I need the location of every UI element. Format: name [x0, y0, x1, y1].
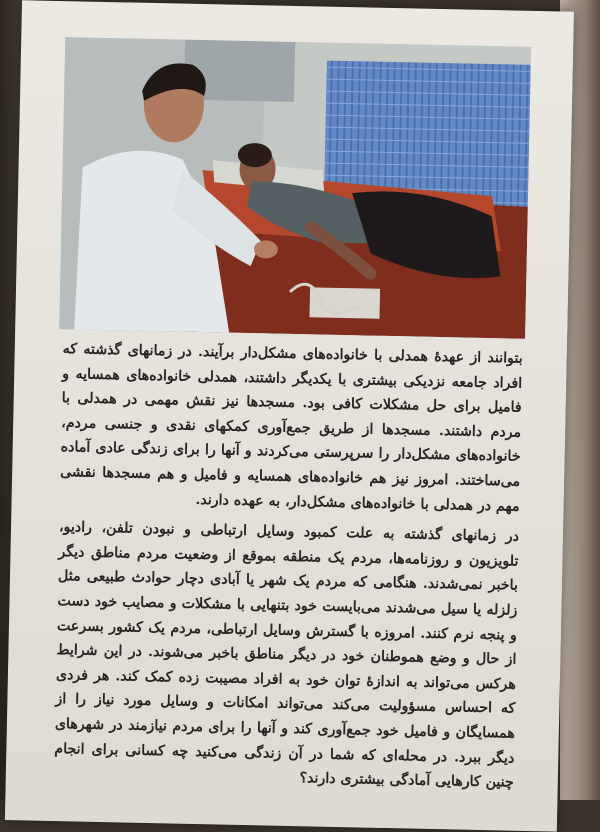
- article-text: [53, 337, 522, 801]
- photo-illustration: [59, 37, 531, 339]
- doctor-examining-patient-photo: [59, 37, 531, 339]
- paragraph-empathy: بتوانند از عهدهٔ همدلی با خانواده‌های مشکل‌دار برآیند. در زمانهای گذشته که افراد جامعه نزدیکی بیشتری با یکدیگر داشتند، همدلی خانواده‌های همسایه و فامیل برای حل مشکلات کافی بود. مسجدها نیز نقش مهمی در همدلی با مردم داشتند. مسجدها از طریق جمع‌آوری کمکهای نقدی و جنسی مردم، خانواده‌های مشکل‌دار را سرپرستی می‌کردند و آنها را برای زندگی عادی آماده می‌ساختند. امروز نیز هم خانواده‌های همسایه و فامیل و هم مسجدها نقشی مهم در همدلی با خانواده‌های مشکل‌دار، به عهده دارند.: [60, 341, 523, 515]
- book-page: [5, 0, 574, 831]
- paragraph-communication: در زمانهای گذشته به علت کمبود وسایل ارتباطی و نبودن تلفن، رادیو، تلویزیون و روزنامه‌ها، مردم یک منطقه بموقع از وضعیت مردم مناطق دیگر باخبر نمی‌شدند. هنگامی که مردم یک شهر یا آبادی دچار حوادث طبیعی مثل زلزله یا سیل می‌شدند می‌بایست خود بتنهایی با مشکلات و مصایب خود دست و پنجه نرم کنند. امروزه با گسترش وسایل ارتباطی، مردم یک کشور بسرعت از حال و وضع هموطنان خود در دیگر مناطق باخبر می‌شوند. در این شرایط هرکس می‌تواند به اندازهٔ توان خود به افراد مصیبت زده کمک کند. هر فردی که احساس مسؤولیت می‌کند می‌تواند امکانات و وسایل مورد نیاز را از همسایگان و فامیل خود جمع‌آوری کند و آنها را برای مردم نیازمند در شهرهای دیگر ببرد. در محله‌ای که شما در آن زندگی می‌کنید چه کسانی برای انجام چنین کارهایی آمادگی بیشتری دارند؟: [54, 519, 520, 791]
- medical-device: [309, 287, 380, 318]
